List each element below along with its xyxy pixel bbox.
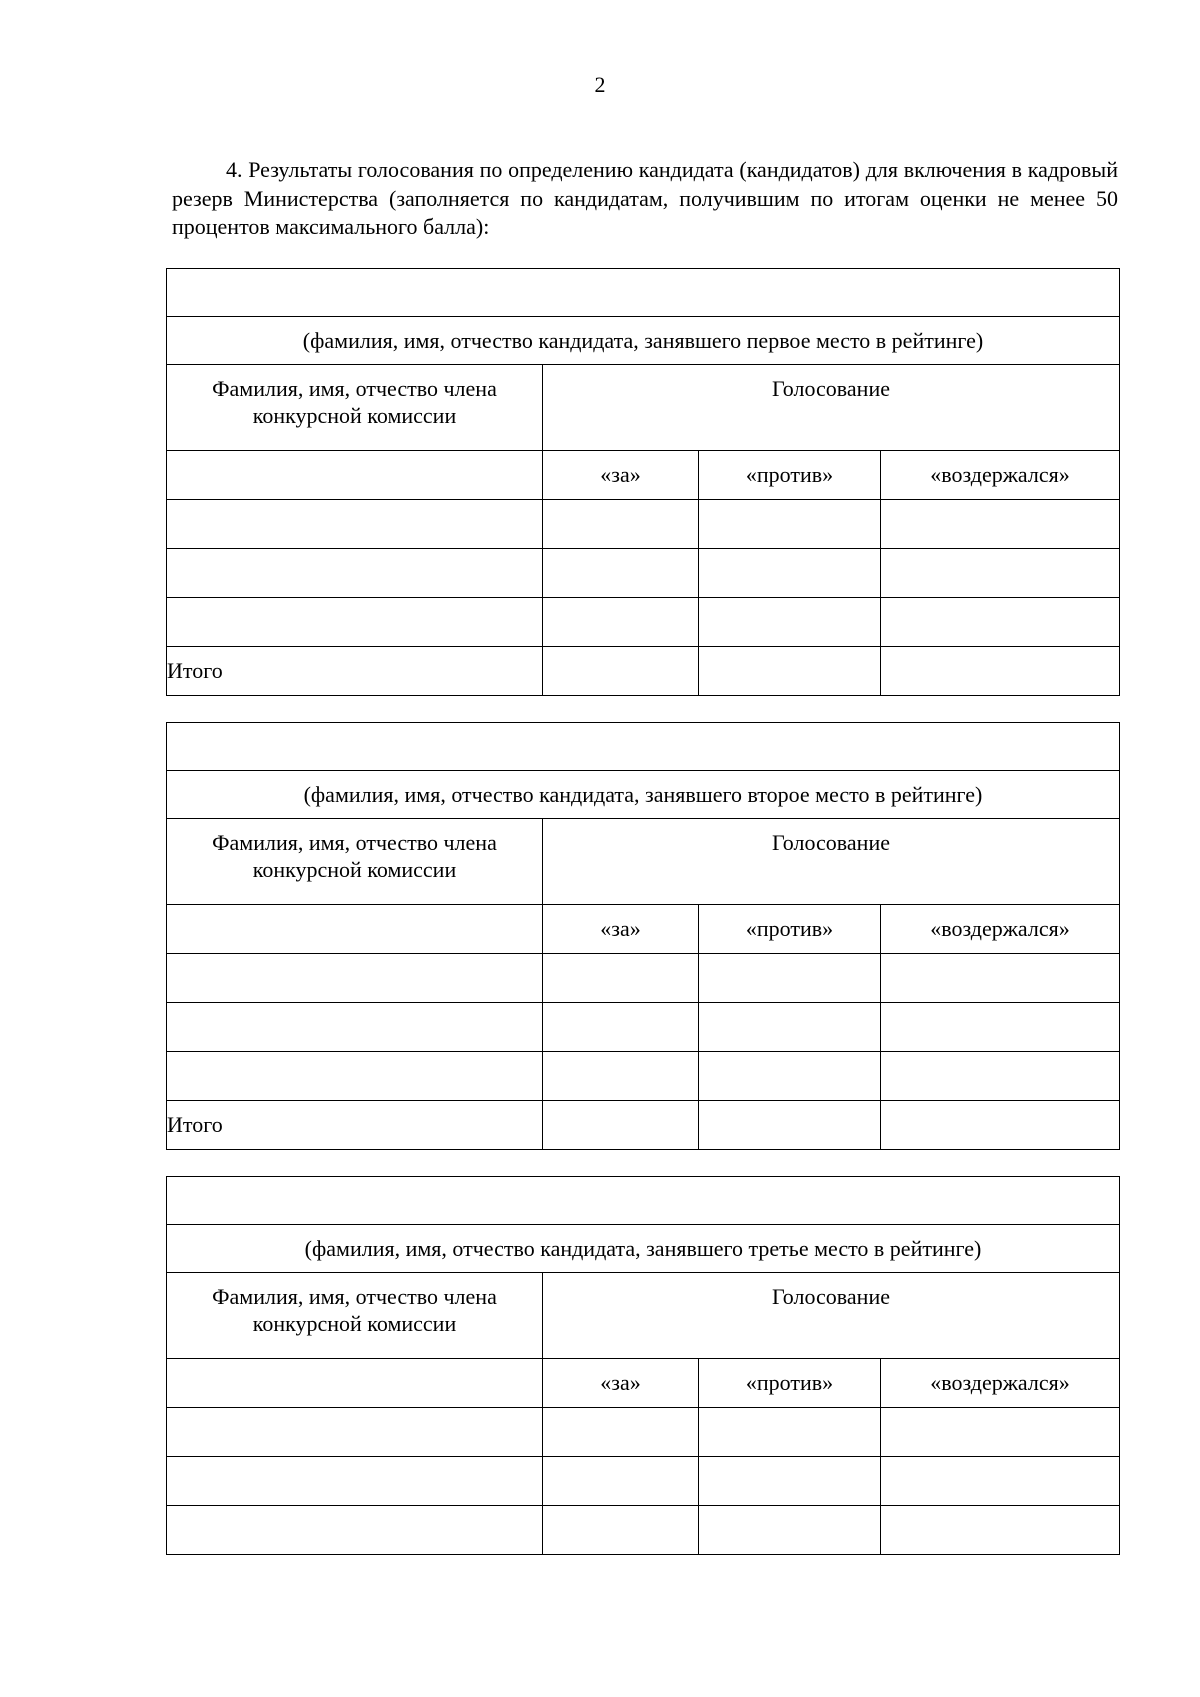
member-name-cell[interactable] (167, 954, 543, 1003)
col-abstain-header: «воздержался» (881, 905, 1120, 954)
candidate-name-cell[interactable] (167, 1177, 1120, 1225)
col-abstain-header: «воздержался» (881, 1359, 1120, 1408)
candidate-caption: (фамилия, имя, отчество кандидата, занявшего второе место в рейтинге) (167, 771, 1120, 819)
member-name-cell[interactable] (167, 1003, 543, 1052)
col-against-header: «против» (699, 905, 881, 954)
vote-abstain-cell[interactable] (881, 1003, 1120, 1052)
vote-abstain-cell[interactable] (881, 1506, 1120, 1555)
total-for-cell[interactable] (543, 1101, 699, 1150)
table-row (167, 1052, 1120, 1101)
vote-for-cell[interactable] (543, 954, 699, 1003)
total-abstain-cell[interactable] (881, 1101, 1120, 1150)
table-row (167, 1408, 1120, 1457)
vote-abstain-cell[interactable] (881, 500, 1120, 549)
vote-for-cell[interactable] (543, 1003, 699, 1052)
vote-abstain-cell[interactable] (881, 1408, 1120, 1457)
vote-against-cell[interactable] (699, 954, 881, 1003)
total-for-cell[interactable] (543, 647, 699, 696)
vote-abstain-cell[interactable] (881, 1052, 1120, 1101)
member-name-cell[interactable] (167, 1506, 543, 1555)
vote-against-cell[interactable] (699, 500, 881, 549)
vote-header: Голосование (543, 365, 1120, 451)
table-row (167, 1003, 1120, 1052)
member-name-cell[interactable] (167, 1408, 543, 1457)
vote-for-cell[interactable] (543, 1408, 699, 1457)
col-abstain-header: «воздержался» (881, 451, 1120, 500)
col-against-header: «против» (699, 1359, 881, 1408)
vote-for-cell[interactable] (543, 598, 699, 647)
voting-table-third-place (166, 1176, 1120, 1555)
col-for-header: «за» (543, 451, 699, 500)
col-for-header: «за» (543, 1359, 699, 1408)
vote-for-cell[interactable] (543, 1052, 699, 1101)
vote-header: Голосование (543, 1273, 1120, 1359)
vote-abstain-cell[interactable] (881, 598, 1120, 647)
candidate-caption: (фамилия, имя, отчество кандидата, занявшего первое место в рейтинге) (167, 317, 1120, 365)
member-header: Фамилия, имя, отчество члена конкурсной комиссии (167, 819, 543, 905)
col-against-header: «против» (699, 451, 881, 500)
page-number: 2 (594, 72, 606, 97)
vote-abstain-cell[interactable] (881, 549, 1120, 598)
voting-table-second-place (166, 722, 1120, 1150)
vote-against-cell[interactable] (699, 1457, 881, 1506)
total-label: Итого (167, 647, 543, 696)
vote-for-cell[interactable] (543, 1457, 699, 1506)
member-name-cell[interactable] (167, 598, 543, 647)
total-row (167, 647, 1120, 696)
vote-against-cell[interactable] (699, 1506, 881, 1555)
member-name-cell[interactable] (167, 500, 543, 549)
vote-against-cell[interactable] (699, 1408, 881, 1457)
total-against-cell[interactable] (699, 647, 881, 696)
member-name-cell[interactable] (167, 451, 543, 500)
total-label: Итого (167, 1101, 543, 1150)
candidate-name-cell[interactable] (167, 269, 1120, 317)
table-row (167, 500, 1120, 549)
member-header: Фамилия, имя, отчество члена конкурсной комиссии (167, 365, 543, 451)
table-row (167, 549, 1120, 598)
vote-against-cell[interactable] (699, 549, 881, 598)
col-for-header: «за» (543, 905, 699, 954)
member-name-cell[interactable] (167, 1457, 543, 1506)
member-name-cell[interactable] (167, 905, 543, 954)
vote-header: Голосование (543, 819, 1120, 905)
member-name-cell[interactable] (167, 1052, 543, 1101)
total-against-cell[interactable] (699, 1101, 881, 1150)
vote-for-cell[interactable] (543, 1506, 699, 1555)
vote-abstain-cell[interactable] (881, 954, 1120, 1003)
member-name-cell[interactable] (167, 549, 543, 598)
candidate-name-cell[interactable] (167, 723, 1120, 771)
voting-table-first-place (166, 268, 1120, 696)
table-row (167, 598, 1120, 647)
candidate-caption: (фамилия, имя, отчество кандидата, занявшего третье место в рейтинге) (167, 1225, 1120, 1273)
vote-abstain-cell[interactable] (881, 1457, 1120, 1506)
intro-paragraph: 4. Результаты голосования по определению кандидата (кандидатов) для включения в кадровый резерв Министерства (заполняется по кандидатам, получившим по итогам оценки не менее 50 процентов максимального балла): (172, 157, 1118, 239)
total-row (167, 1101, 1120, 1150)
member-header: Фамилия, имя, отчество члена конкурсной комиссии (167, 1273, 543, 1359)
member-name-cell[interactable] (167, 1359, 543, 1408)
vote-for-cell[interactable] (543, 549, 699, 598)
vote-against-cell[interactable] (699, 1003, 881, 1052)
table-row (167, 1457, 1120, 1506)
vote-for-cell[interactable] (543, 500, 699, 549)
total-abstain-cell[interactable] (881, 647, 1120, 696)
table-row (167, 954, 1120, 1003)
vote-against-cell[interactable] (699, 1052, 881, 1101)
table-row (167, 1506, 1120, 1555)
vote-against-cell[interactable] (699, 598, 881, 647)
